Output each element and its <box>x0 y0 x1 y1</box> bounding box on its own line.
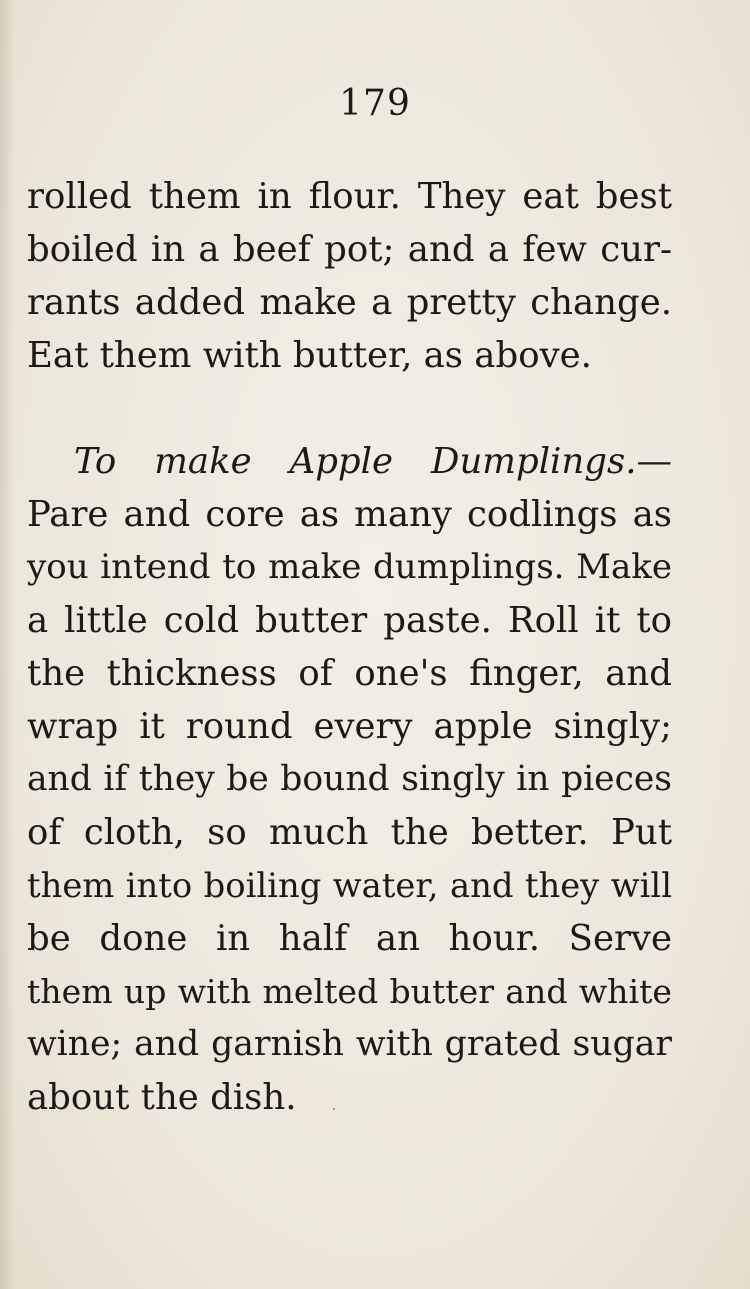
recipe-heading-line <box>27 435 672 488</box>
text-line: Pare and core as many codlings as <box>27 494 672 535</box>
text-line: be done in half an hour. Serve <box>27 918 672 959</box>
text-line: of cloth, so much the better. Put <box>27 812 672 853</box>
paragraph-continuation <box>27 170 672 382</box>
ink-speck <box>333 1108 335 1110</box>
paragraph-spacer <box>27 382 672 435</box>
page-gutter-shadow <box>0 0 14 1289</box>
page-body <box>27 170 672 1124</box>
text-line: and if they be bound singly in pieces <box>27 759 672 799</box>
text-line: wrap it round every apple singly; <box>27 706 672 747</box>
text-line: wine; and garnish with grated sugar <box>27 1024 672 1064</box>
recipe-apple-dumplings <box>27 435 672 1124</box>
text-line: rants added make a pretty change. <box>27 282 672 323</box>
text-line: you intend to make dumplings. Make <box>27 547 672 587</box>
text-line: rolled them in flour. They eat best <box>27 176 672 217</box>
text-line: them into boiling water, and they will <box>27 866 672 905</box>
text-line: them up with melted butter and white <box>27 972 672 1011</box>
text-line: a little cold butter paste. Roll it to <box>27 600 672 641</box>
text-line: the thickness of one's finger, and <box>27 653 672 694</box>
page-number: 179 <box>339 83 411 124</box>
text-line: Eat them with butter, as above. <box>27 335 592 376</box>
recipe-heading: To make Apple Dumplings. <box>74 441 637 482</box>
heading-dash: — <box>636 441 672 482</box>
text-line: about the dish. <box>27 1077 297 1118</box>
text-line: boiled in a beef pot; and a few cur- <box>27 229 672 270</box>
